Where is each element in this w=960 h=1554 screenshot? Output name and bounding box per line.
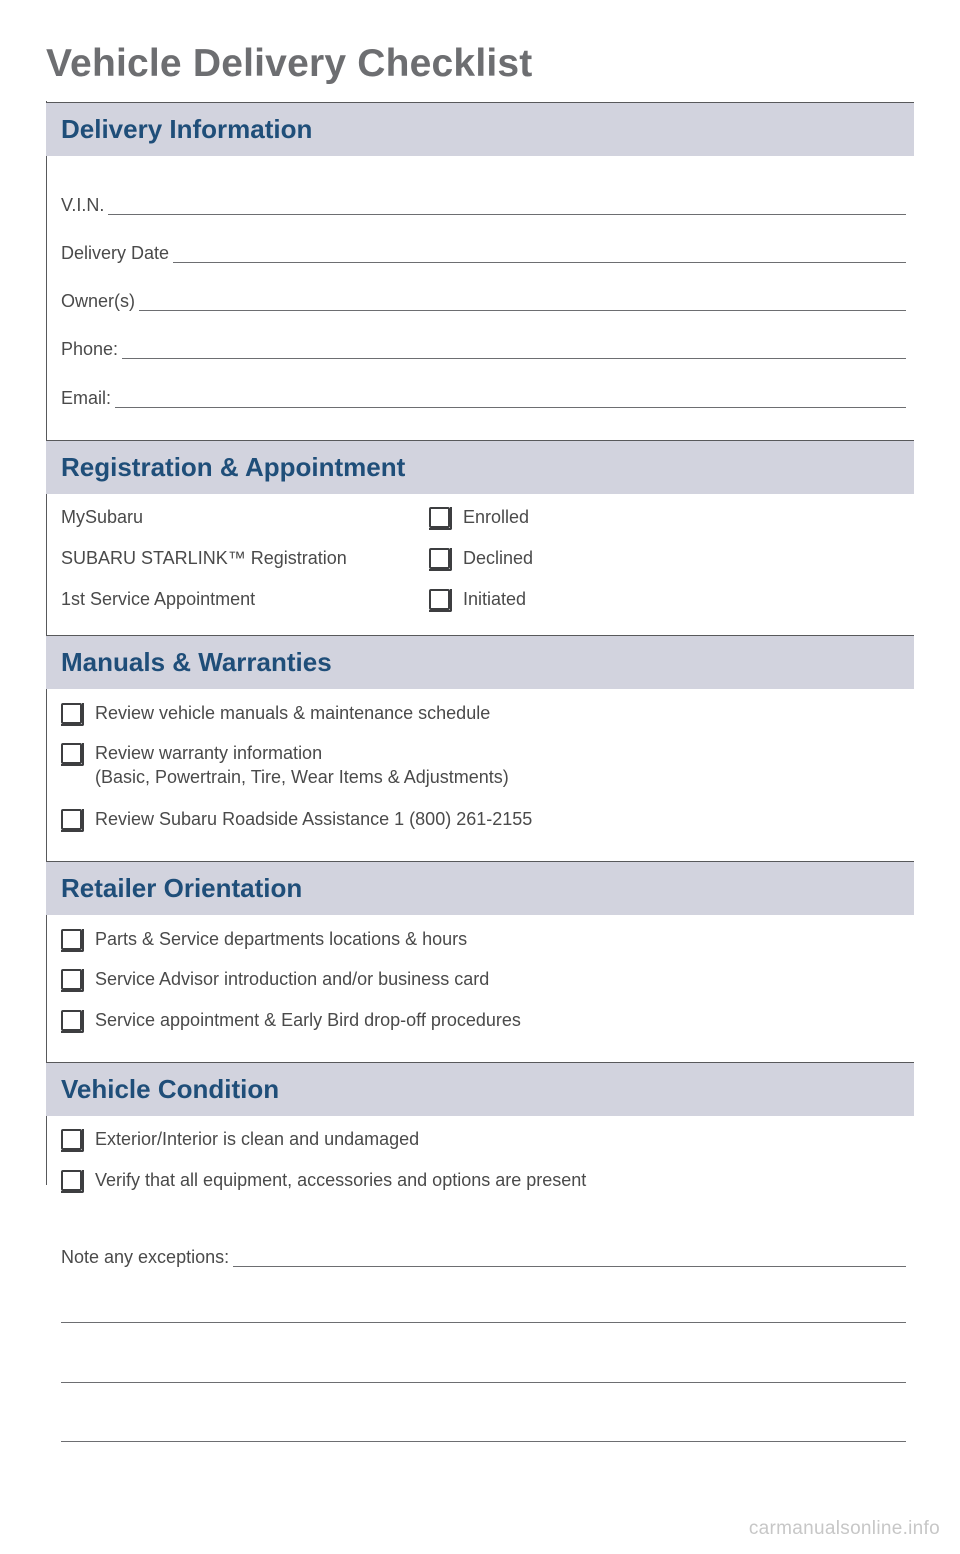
service-advisor-checkbox[interactable]: Service Advisor introduction and/or business card	[61, 967, 489, 991]
checkbox-icon	[61, 1010, 82, 1031]
checkbox-icon	[61, 929, 82, 950]
early-bird-checkbox[interactable]: Service appointment & Early Bird drop-off procedures	[61, 1008, 521, 1032]
retailer-section	[46, 861, 914, 915]
section-heading: Registration & Appointment	[46, 440, 914, 494]
clean-undamaged-checkbox[interactable]: Exterior/Interior is clean and undamaged	[61, 1127, 419, 1151]
declined-checkbox[interactable]: Declined	[429, 546, 533, 570]
delivery-date-field[interactable]: Delivery Date	[61, 241, 906, 263]
starlink-label: SUBARU STARLINK™ Registration	[61, 548, 347, 568]
section-heading: Delivery Information	[46, 102, 914, 156]
checkbox-icon	[61, 1170, 82, 1191]
registration-section	[46, 440, 914, 494]
enrolled-checkbox[interactable]: Enrolled	[429, 505, 529, 529]
equipment-checkbox[interactable]: Verify that all equipment, accessories and options are present	[61, 1168, 586, 1192]
parts-service-checkbox[interactable]: Parts & Service departments locations & hours	[61, 927, 467, 951]
manuals-checkbox[interactable]: Review vehicle manuals & maintenance schedule	[61, 701, 490, 725]
section-heading: Vehicle Condition	[46, 1062, 914, 1116]
owners-field[interactable]: Owner(s)	[61, 289, 906, 311]
watermark: carmanualsonline.info	[748, 1518, 940, 1539]
checkbox-icon	[61, 809, 82, 830]
checkbox-icon	[61, 703, 82, 724]
service-appointment-label: 1st Service Appointment	[61, 589, 256, 609]
exceptions-field[interactable]: Note any exceptions:	[61, 1245, 906, 1267]
condition-section	[46, 1062, 914, 1116]
roadside-checkbox[interactable]: Review Subaru Roadside Assistance 1 (800) 261-2155	[61, 807, 532, 831]
exceptions-line[interactable]	[61, 1322, 906, 1323]
exceptions-line[interactable]	[61, 1441, 906, 1442]
delivery-information-section	[46, 102, 914, 156]
manuals-section	[46, 635, 914, 689]
email-field[interactable]: Email:	[61, 386, 906, 408]
section-heading: Manuals & Warranties	[46, 635, 914, 689]
checkbox-icon	[429, 507, 450, 528]
checkbox-icon	[61, 1129, 82, 1150]
warranty-checkbox[interactable]: Review warranty information (Basic, Powertrain, Tire, Wear Items & Adjustments)	[61, 741, 509, 789]
section-heading: Retailer Orientation	[46, 861, 914, 915]
phone-field[interactable]: Phone:	[61, 337, 906, 359]
checkbox-icon	[429, 589, 450, 610]
checkbox-icon	[61, 743, 82, 764]
vin-field[interactable]: V.I.N.	[61, 193, 906, 215]
initiated-checkbox[interactable]: Initiated	[429, 587, 526, 611]
exceptions-line[interactable]	[61, 1382, 906, 1383]
mysubaru-label: MySubaru	[61, 507, 144, 527]
checkbox-icon	[429, 548, 450, 569]
checkbox-icon	[61, 969, 82, 990]
page-title: Vehicle Delivery Checklist	[46, 42, 533, 85]
